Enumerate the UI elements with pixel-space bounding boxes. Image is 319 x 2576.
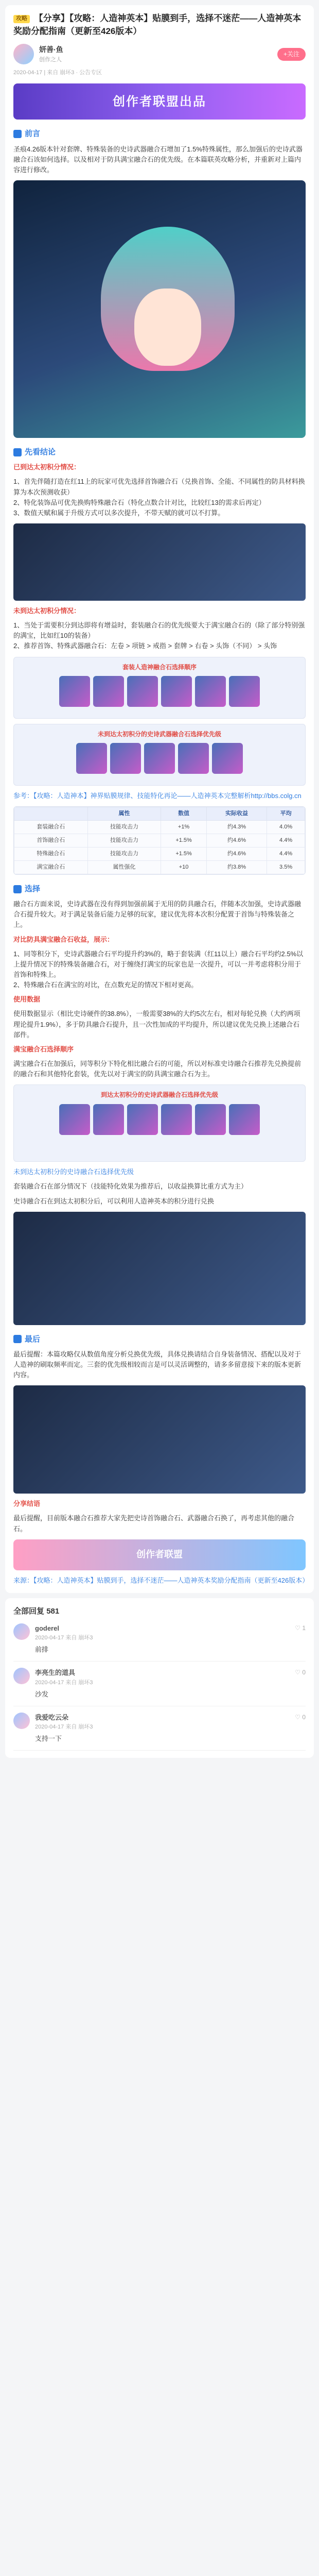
pick-text2: 未到达太初积分的史诗融合石选择优先级 (13, 1168, 134, 1176)
item-chip (76, 743, 107, 774)
pick-text: 满宝融合石在加强后，同等积分下特化相比融合石的可能，所以对标准史诗融合石推荐先兑换提前的融合石和其他特化套装，优先以对于满宝的防具满宝融合石为主。 (13, 1059, 302, 1078)
chart1-image[interactable] (13, 657, 306, 719)
chart2-image[interactable] (13, 724, 306, 786)
compare-text: 1、同等积分下，史诗武器融合石平均提升约3%的，略于套装满（红11以上）融合石平均约2.5%以上提升情况下的特殊装备融合石，对于缠绕打满宝的玩家也是一次提升，可以一并考虑将积分用于首饰和特殊上。 2、特殊融合石在满宝的对比，在点数充足的情况下相对更高。 (13, 950, 304, 989)
comment-item (13, 1706, 306, 1751)
comment-body (35, 1668, 295, 1699)
intro-text: 圣痕4.26版本针对套牌、特殊装备的史诗武器融合石增加了1.5%特殊属性，那么加强后的史诗武器融合石该如何选择。以及相对于防具满宝融合石的优先级。在本篇联英攻略分析，并重新对上篇内容进行修改。 (13, 145, 303, 174)
comment-text: 支持一下 (35, 1735, 62, 1742)
comment-text: 前排 (35, 1646, 49, 1654)
like-button[interactable]: ♡ 0 (295, 1713, 306, 1721)
hero-image[interactable] (13, 180, 306, 438)
r1-items: 1、首先伴随打造在红11上的玩家可优先选择首饰融合石（兑换首饰、全能、不同属性的防具材料换算为本次预测收获） 2、特化装饰品可优先换购特殊融合石（特化点数合计对比，比较红13的需求后再定） 3、数值天赋和属于升级方式可以多次提升，不带天赋的就可以不打算。 (13, 478, 305, 517)
closing-image[interactable] (13, 1385, 306, 1494)
comment-item (13, 1617, 306, 1662)
final-title: 分享结语 (13, 1500, 41, 1508)
comment-text: 沙发 (35, 1690, 49, 1698)
follow-button[interactable]: +关注 (277, 48, 306, 61)
final-text: 最后提醒，目前版本融合石推荐大家先把史诗首饰融合石、武器融合石换了，再考虑其他的融合石。 (13, 1514, 295, 1533)
item-chip (59, 1104, 90, 1135)
compare-head: 对比防具满宝融合石收益，展示： (13, 935, 114, 943)
stats-table (13, 806, 306, 875)
table-row: 首饰融合石 技能攻击力 +1.5% 约4.6% 4.4% (14, 834, 305, 847)
item-chip (93, 1104, 124, 1135)
item-chip (195, 676, 226, 707)
comment-author[interactable]: goderel (35, 1624, 59, 1633)
item-chip (161, 1104, 192, 1135)
chart3-chips (19, 1104, 300, 1135)
reference-text: 参考：【攻略：人造神本】神界贴膜规律、技能特化再论——人造神英本完整解析http://bbs.colg.cn (13, 791, 302, 800)
chart3-image[interactable] (13, 1084, 306, 1162)
like-button[interactable]: ♡ 1 (295, 1624, 306, 1632)
item-chip (161, 676, 192, 707)
comment-time: 2020-04-17 来自 崩坏3 (35, 1635, 93, 1641)
comment-body (35, 1713, 295, 1744)
author-info (39, 44, 277, 64)
comment-author[interactable]: 李亮生的道具 (35, 1669, 76, 1677)
item-chip (195, 1104, 226, 1135)
closing-text: 最后提醒：本篇攻略仅从数值角度分析兑换优先级，具体兑换请结合自身装备情况、搭配以及对于人造神的刷取频率而定。三套的优先级相较而言是可以灵活调整的，请多多留意接下来的版本更新内容。 (13, 1350, 302, 1379)
post-title-row (13, 12, 306, 38)
item-chip (144, 743, 175, 774)
comment-avatar[interactable] (13, 1668, 30, 1684)
chart1-title: 套装人造神融合石选择顺序 (122, 663, 197, 671)
footer-banner[interactable]: 创作者联盟 (13, 1539, 306, 1570)
table-row: 满宝融合石 属性强化 +10 约3.8% 3.5% (14, 860, 305, 874)
author-name[interactable]: 妍善·鱼 (39, 45, 63, 54)
comments-heading: 全部回复 581 (13, 1606, 60, 1616)
analysis-text: 融合石方面来说，史诗武器在没有得到加强前属于无用的防具融合石，伴随本次加强，史诗武器融合石提升较大。对于满足装备后能力足够的玩家，建议优先将本次积分配置于首饰与特殊装备之上。 (13, 900, 302, 929)
comment-avatar[interactable] (13, 1623, 30, 1640)
table-row: 套装融合石 技能攻击力 +1% 约4.3% 4.0% (14, 820, 305, 834)
item-chip (212, 743, 243, 774)
item-chip (178, 743, 209, 774)
r2-title: 未到达太初积分情况： (13, 606, 81, 615)
author-avatar[interactable] (13, 44, 34, 64)
section-icon (13, 885, 22, 893)
post-meta: 2020-04-17 | 来自 崩坏3 · 公告专区 (13, 70, 102, 76)
post-card (5, 5, 314, 1593)
chart2-chips (19, 743, 300, 774)
section-head-closing: 最后 (13, 1333, 306, 1345)
chart2-title: 未到达太初积分的史诗武器融合石选择优先级 (97, 730, 221, 738)
item-chip (229, 676, 260, 707)
comment-item (13, 1662, 306, 1706)
item-chip (59, 676, 90, 707)
data-text: 使用数据显示（相比史诗硬件的38.8%），一般需要38%的大约5次左右，相对每轮兑换（大约两项理论提升1.9%），多于防具融合石提升，且一次性加成的平均提升，所以建议优先兑换上述融合石部件。 (13, 1010, 300, 1039)
comment-avatar[interactable] (13, 1713, 30, 1729)
author-row (13, 44, 306, 64)
chart3-title: 到达太初积分的史诗武器融合石选择优先级 (100, 1091, 218, 1099)
r1-title: 已到达太初积分情况： (13, 463, 81, 471)
table-row: 特殊融合石 技能攻击力 +1.5% 约4.6% 4.4% (14, 847, 305, 860)
post-tag[interactable]: 攻略 (13, 15, 30, 23)
creator-banner: 创作者联盟出品 (13, 83, 306, 120)
item-chip (127, 676, 158, 707)
comment-time: 2020-04-17 来自 崩坏3 (35, 1679, 93, 1686)
data-head: 使用数据 (13, 995, 41, 1004)
r2-items: 1、当处于需要积分到达即将有增益时，套装融合石的优先级要大于满宝融合石的（除了部分特别强的满宝，比如红10的装备） 2、推荐首饰、特殊武器融合石：左卷 > 项链 > 戒指 > 套牌 > 右卷 > 头饰（不同） > 头饰 (13, 621, 305, 650)
chart1-chips (19, 676, 300, 707)
item-chip (110, 743, 141, 774)
section-head-analysis: 选择 (13, 883, 306, 895)
hero-face (134, 289, 201, 366)
hint2: 史诗融合石在到达太初积分后，可以利用人造神英本的积分进行兑换 (13, 1197, 215, 1205)
pick-head: 满宝融合石选择顺序 (13, 1045, 74, 1053)
hint1: 套装融合石在部分情况下（技能特化效果为推荐后，以收益换算比重方式为主） (13, 1182, 248, 1191)
item-chip (93, 676, 124, 707)
r1-image[interactable] (13, 523, 306, 601)
author-subtitle: 创作之人 (39, 56, 62, 63)
comment-author[interactable]: 我爱吃云朵 (35, 1713, 69, 1721)
section-head-conclusion: 先看结论 (13, 446, 306, 458)
comments-card (5, 1598, 314, 1758)
item-chip (127, 1104, 158, 1135)
comments-count: 581 (46, 1606, 60, 1616)
section-icon (13, 448, 22, 456)
comment-time: 2020-04-17 来自 崩坏3 (35, 1723, 93, 1730)
section-head-intro: 前言 (13, 128, 306, 140)
source-line[interactable]: 来源：【攻略：人造神英本】贴膜到手，选择不迷茫——人造神英本奖励分配指南（更新至426版本） (13, 1576, 309, 1584)
item-chip (229, 1104, 260, 1135)
section-icon (13, 1335, 22, 1343)
comment-body (35, 1623, 295, 1655)
like-button[interactable]: ♡ 0 (295, 1669, 306, 1676)
table-header-row: 属性 数值 实际收益 平均 (14, 807, 305, 820)
post-title: 【分享】【攻略：人造神英本】贴膜到手，选择不迷茫——人造神英本奖励分配指南（更新至426版本） (13, 13, 302, 36)
section-icon (13, 130, 22, 138)
character-grid-image[interactable] (13, 1212, 306, 1325)
